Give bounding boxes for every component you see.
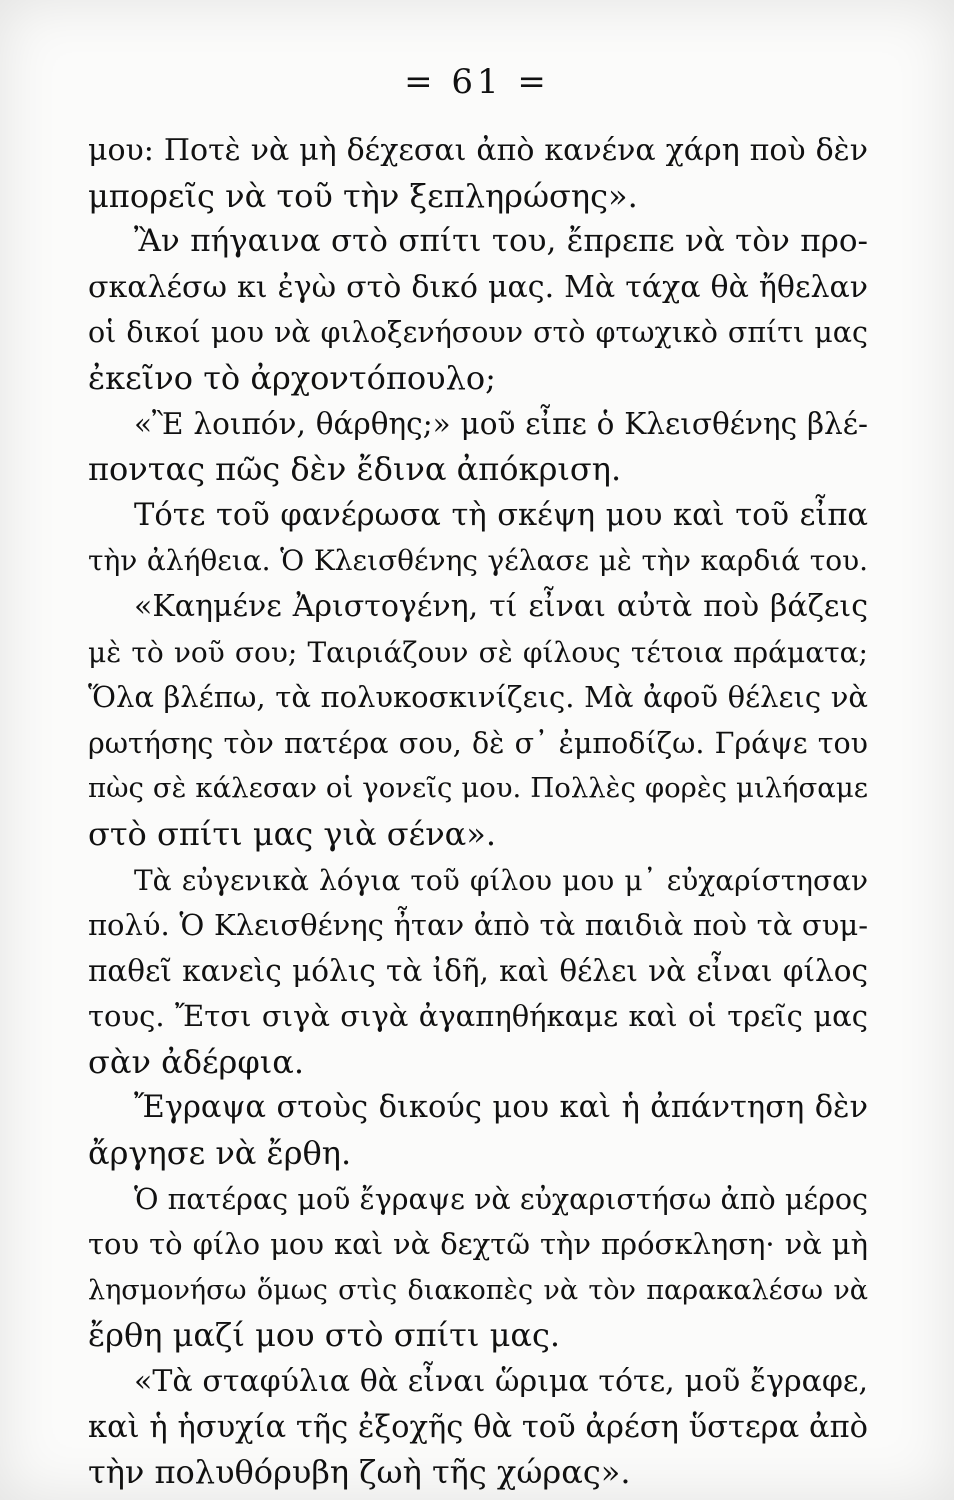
text-line: μὲ τὸ νοῦ σου; Ταιριάζουν σὲ φίλους τέτοια πράματα; <box>88 635 868 669</box>
text-line: ἄργησε νὰ ἔρθη. <box>88 1134 352 1173</box>
text-line: μπορεῖς νὰ τοῦ τὴν ξεπληρώσης». <box>88 176 638 215</box>
text-line: λησμονήσω ὅμως στὶς διακοπὲς νὰ τὸν παρακαλέσω νὰ <box>88 1274 868 1306</box>
text-line: Τότε τοῦ φανέρωσα τὴ σκέψη μου καὶ τοῦ εἶπα <box>134 497 868 533</box>
text-line: παθεῖ κανεὶς μόλις τὰ ἰδῆ, καὶ θέλει νὰ εἶναι φίλος <box>88 953 868 988</box>
text-line: μου: Ποτὲ νὰ μὴ δέχεσαι ἀπὸ κανένα χάρη ποὺ δὲν <box>88 133 868 168</box>
text-line: ποντας πῶς δὲν ἔδινα ἀπόκριση. <box>88 450 622 489</box>
text-line: τους. Ἔτσι σιγὰ σιγὰ ἀγαπηθήκαμε καὶ οἱ τρεῖς μας <box>88 999 868 1034</box>
text-line: Ὁ πατέρας μοῦ ἔγραψε νὰ εὐχαριστήσω ἀπὸ μέρος <box>134 1182 868 1216</box>
text-line: ρωτήσης τὸν πατέρα σου, δὲ σ᾽ ἐμποδίζω. Γράψε του <box>88 726 868 760</box>
text-line: «Ἒ λοιπόν, θάρθης;» μοῦ εἶπε ὁ Κλεισθένης βλέ- <box>134 406 868 441</box>
text-line: σὰν ἀδέρφια. <box>88 1042 305 1081</box>
text-line: τὴν πολυθόρυβη ζωὴ τῆς χώρας». <box>88 1453 631 1492</box>
text-line: καὶ ἡ ἡσυχία τῆς ἐξοχῆς θὰ τοῦ ἀρέση ὕστερα ἀπὸ <box>88 1409 868 1445</box>
text-line: Ὅλα βλέπω, τὰ πολυκοσκινίζεις. Μὰ ἀφοῦ θέλεις νὰ <box>88 680 868 715</box>
text-line: σκαλέσω κι ἐγὼ στὸ δικό μας. Μὰ τάχα θὰ ἤθελαν <box>88 269 868 305</box>
text-line: Ἔγραψα στοὺς δικούς μου καὶ ἡ ἀπάντηση δὲν <box>134 1090 868 1126</box>
text-line: «Καημένε Ἀριστογένη, τί εἶναι αὐτὰ ποὺ βάζεις <box>134 588 868 624</box>
text-line: πὼς σὲ κάλεσαν οἱ γονεῖς μου. Πολλὲς φορὲς μιλήσαμε <box>88 772 868 805</box>
page-number: = 61 = <box>404 62 550 102</box>
text-line: πολύ. Ὁ Κλεισθένης ἦταν ἀπὸ τὰ παιδιὰ ποὺ τὰ συμ- <box>88 908 868 943</box>
text-line: Ἂν πήγαινα στὸ σπίτι του, ἔπρεπε νὰ τὸν προ- <box>134 223 868 260</box>
text-line: τὴν ἀλήθεια. Ὁ Κλεισθένης γέλασε μὲ τὴν καρδιά του. <box>88 544 868 578</box>
body-text <box>88 128 868 1496</box>
text-line: ἐκεῖνο τὸ ἀρχοντόπουλο; <box>88 358 496 397</box>
text-line: του τὸ φίλο μου καὶ νὰ δεχτῶ τὴν πρόσκληση· νὰ μὴ <box>88 1227 868 1262</box>
text-line: στὸ σπίτι μας γιὰ σένα». <box>88 814 497 853</box>
text-line: «Τὰ σταφύλια θὰ εἶναι ὥριμα τότε, μοῦ ἔγραφε, <box>134 1364 868 1400</box>
text-line: Τὰ εὐγενικὰ λόγια τοῦ φίλου μου μ᾽ εὐχαρίστησαν <box>134 863 868 897</box>
text-line: ἔρθη μαζί μου στὸ σπίτι μας. <box>88 1316 561 1355</box>
text-line: οἱ δικοί μου νὰ φιλοξενήσουν στὸ φτωχικὸ σπίτι μας <box>88 316 868 350</box>
